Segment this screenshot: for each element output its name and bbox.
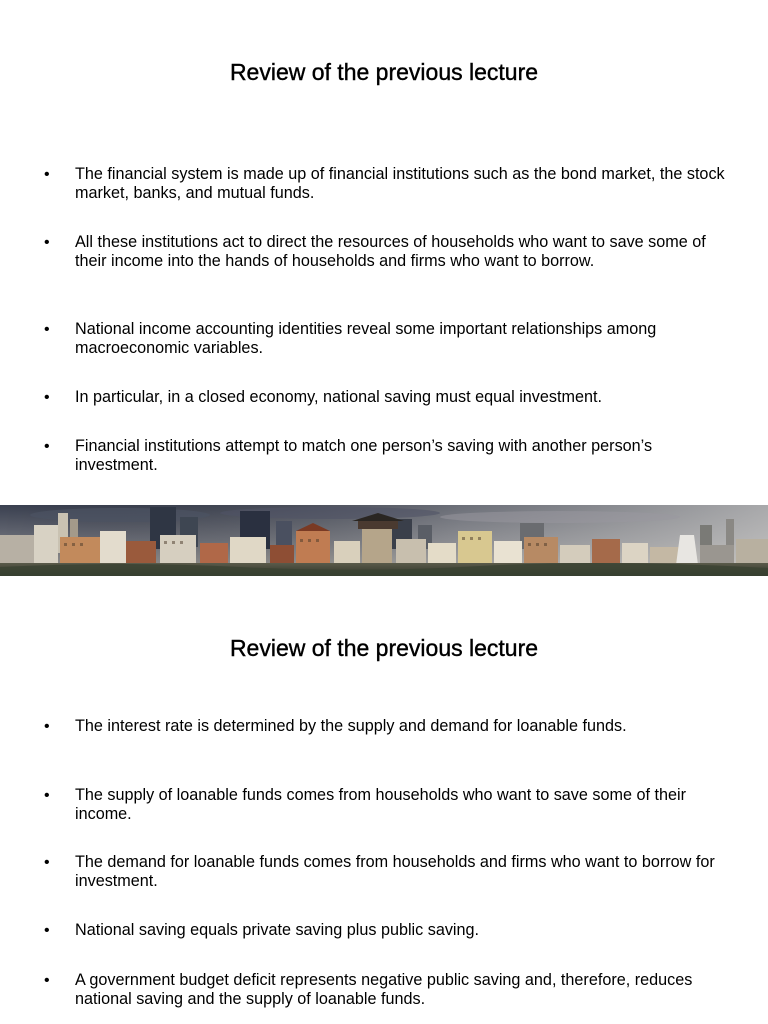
bullet-text: A government budget deficit represents negative public saving and, therefore, reduces national saving and the supply of loanable funds. xyxy=(75,971,693,1008)
slide-1-title: Review of the previous lecture xyxy=(229,59,539,85)
bullet-text: The demand for loanable funds comes from households and firms who want to borrow for investment. xyxy=(75,853,715,890)
bullet-marker: • xyxy=(44,972,50,989)
bullet-text: All these institutions act to direct the resources of households who want to save some of their income into the hands of households and firms who want to borrow. xyxy=(75,233,706,270)
city-skyline-banner xyxy=(0,505,768,576)
bullet-text: The financial system is made up of financial institutions such as the bond market, the stock market, banks, and mutual funds. xyxy=(75,165,725,202)
bullet-text: Financial institutions attempt to match one person’s saving with another person’s investment. xyxy=(75,437,653,474)
bullet-marker: • xyxy=(44,438,50,455)
bullet-text: In particular, in a closed economy, national saving must equal investment. xyxy=(75,388,602,406)
bullet-marker: • xyxy=(44,922,50,939)
bullet-marker: • xyxy=(44,389,50,406)
bullet-text: National saving equals private saving plus public saving. xyxy=(75,921,480,939)
bullet-text: The supply of loanable funds comes from households who want to save some of their income. xyxy=(75,786,686,823)
city-skyline-illustration xyxy=(0,505,768,576)
slide-1 xyxy=(0,0,768,505)
bullet-text: The interest rate is determined by the supply and demand for loanable funds. xyxy=(75,717,627,735)
bullet-marker: • xyxy=(44,854,50,871)
bullet-marker: • xyxy=(44,234,50,251)
bullet-marker: • xyxy=(44,321,50,338)
bullet-marker: • xyxy=(44,166,50,183)
bullet-text: National income accounting identities reveal some important relationships among macroeconomic variables. xyxy=(75,320,657,357)
slide-2-title: Review of the previous lecture xyxy=(229,635,539,661)
bullet-marker: • xyxy=(44,718,50,735)
bullet-marker: • xyxy=(44,787,50,804)
slide-2 xyxy=(0,576,768,1024)
